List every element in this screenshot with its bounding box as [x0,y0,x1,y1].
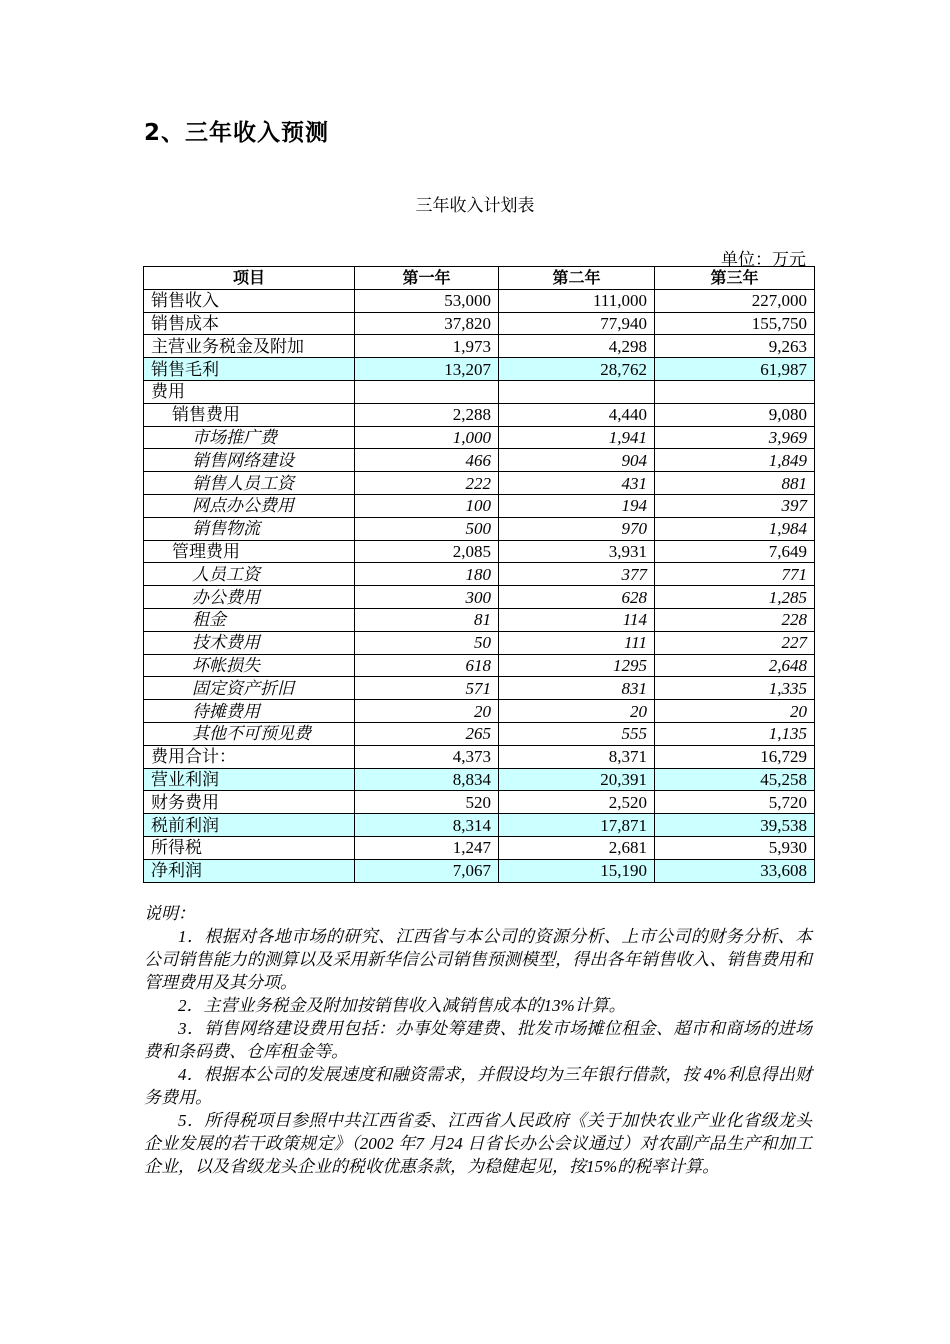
table-row [144,494,815,517]
year-3-value: 16,729 [655,745,815,768]
year-2-value: 20 [499,700,655,723]
year-2-value: 111,000 [499,289,655,312]
year-3-value: 2,648 [655,654,815,677]
year-2-value: 904 [499,449,655,472]
year-1-value: 500 [355,517,499,540]
year-1-value: 37,820 [355,312,499,335]
row-label: 管理费用 [144,540,355,563]
year-3-value: 1,285 [655,586,815,609]
year-3-value: 61,987 [655,358,815,381]
row-label: 费用 [144,380,355,403]
table-row [144,563,815,586]
row-label: 营业利润 [144,768,355,791]
year-3-value: 33,608 [655,859,815,882]
row-label: 主营业务税金及附加 [144,335,355,358]
table-row [144,654,815,677]
year-3-value: 9,263 [655,335,815,358]
row-label: 待摊费用 [144,700,355,723]
year-3-value: 20 [655,700,815,723]
year-2-value: 2,520 [499,791,655,814]
year-3-value: 5,930 [655,836,815,859]
row-label: 销售毛利 [144,358,355,381]
note-item-5: 5．所得税项目参照中共江西省委、江西省人民政府《关于加快农业产业化省级龙头企业发展的若干政策规定》（2002 年7 月24 日省长办公会议通过）对农副产品生产和加工企业，以及省级龙头企业的税收优惠条款，为稳健起见，按15%的税率计算。 [144,1111,812,1176]
table-header-row [144,267,815,290]
year-2-value: 4,440 [499,403,655,426]
year-2-value: 114 [499,608,655,631]
year-1-value: 20 [355,700,499,723]
table-row [144,608,815,631]
table-row [144,631,815,654]
year-2-value: 831 [499,677,655,700]
year-1-value: 8,834 [355,768,499,791]
year-1-value: 520 [355,791,499,814]
year-3-value: 45,258 [655,768,815,791]
table-row [144,791,815,814]
row-label: 所得税 [144,836,355,859]
year-1-value: 2,085 [355,540,499,563]
year-3-value: 39,538 [655,814,815,837]
unit-label: 单位：万元 [721,250,806,269]
year-1-value: 1,973 [355,335,499,358]
table-row [144,380,815,403]
table-row [144,859,815,882]
table-row [144,677,815,700]
header-item: 项目 [144,267,355,290]
year-3-value: 771 [655,563,815,586]
year-1-value: 1,247 [355,836,499,859]
table-row [144,472,815,495]
year-2-value: 628 [499,586,655,609]
year-2-value: 970 [499,517,655,540]
year-2-value [499,380,655,403]
year-2-value: 1,941 [499,426,655,449]
year-1-value: 100 [355,494,499,517]
year-1-value: 222 [355,472,499,495]
table-row [144,586,815,609]
table-row [144,700,815,723]
year-3-value: 227 [655,631,815,654]
year-1-value: 180 [355,563,499,586]
year-3-value: 1,984 [655,517,815,540]
year-1-value: 466 [355,449,499,472]
year-2-value: 377 [499,563,655,586]
year-2-value: 4,298 [499,335,655,358]
year-1-value: 4,373 [355,745,499,768]
year-3-value: 227,000 [655,289,815,312]
year-2-value: 28,762 [499,358,655,381]
table-row [144,358,815,381]
note-item-4: 4．根据本公司的发展速度和融资需求，并假设均为三年银行借款，按 4%利息得出财务费用。 [144,1065,812,1107]
row-label: 费用合计： [144,745,355,768]
header-year-2: 第二年 [499,267,655,290]
section-heading: 2、三年收入预测 [144,120,330,146]
year-2-value: 1295 [499,654,655,677]
year-2-value: 111 [499,631,655,654]
year-1-value: 53,000 [355,289,499,312]
year-1-value: 300 [355,586,499,609]
table-row [144,449,815,472]
year-1-value: 7,067 [355,859,499,882]
row-label: 销售人员工资 [144,472,355,495]
year-1-value: 1,000 [355,426,499,449]
year-3-value: 881 [655,472,815,495]
table-row [144,836,815,859]
table-row [144,540,815,563]
year-1-value: 81 [355,608,499,631]
row-label: 销售成本 [144,312,355,335]
year-1-value: 50 [355,631,499,654]
year-1-value [355,380,499,403]
table-row [144,289,815,312]
year-3-value: 7,649 [655,540,815,563]
header-year-1: 第一年 [355,267,499,290]
table-row [144,426,815,449]
year-2-value: 15,190 [499,859,655,882]
year-2-value: 8,371 [499,745,655,768]
year-2-value: 194 [499,494,655,517]
year-3-value [655,380,815,403]
table-row [144,745,815,768]
header-year-3: 第三年 [655,267,815,290]
table-title: 三年收入计划表 [415,196,535,216]
note-item-3: 3．销售网络建设费用包括：办事处筹建费、批发市场摊位租金、超市和商场的进场费和条码费、仓库租金等。 [144,1019,812,1061]
year-1-value: 2,288 [355,403,499,426]
row-label: 销售网络建设 [144,449,355,472]
year-1-value: 571 [355,677,499,700]
row-label: 网点办公费用 [144,494,355,517]
table-row [144,517,815,540]
notes-section [144,902,812,1178]
row-label: 人员工资 [144,563,355,586]
row-label: 财务费用 [144,791,355,814]
year-1-value: 265 [355,722,499,745]
year-2-value: 77,940 [499,312,655,335]
table-row [144,814,815,837]
table-body [144,289,815,882]
year-1-value: 8,314 [355,814,499,837]
row-label: 办公费用 [144,586,355,609]
year-2-value: 555 [499,722,655,745]
year-2-value: 20,391 [499,768,655,791]
year-1-value: 618 [355,654,499,677]
year-3-value: 1,135 [655,722,815,745]
revenue-plan-table [143,266,815,883]
year-3-value: 9,080 [655,403,815,426]
year-1-value: 13,207 [355,358,499,381]
table-row [144,768,815,791]
year-3-value: 1,335 [655,677,815,700]
year-3-value: 3,969 [655,426,815,449]
row-label: 市场推广费 [144,426,355,449]
year-2-value: 17,871 [499,814,655,837]
notes-title: 说明： [144,904,195,923]
note-item-2: 2．主营业务税金及附加按销售收入减销售成本的13%计算。 [178,996,626,1015]
year-3-value: 5,720 [655,791,815,814]
year-3-value: 397 [655,494,815,517]
row-label: 税前利润 [144,814,355,837]
table-row [144,403,815,426]
row-label: 坏帐损失 [144,654,355,677]
row-label: 固定资产折旧 [144,677,355,700]
year-3-value: 1,849 [655,449,815,472]
row-label: 销售费用 [144,403,355,426]
year-2-value: 2,681 [499,836,655,859]
table-row [144,722,815,745]
table-row [144,312,815,335]
row-label: 其他不可预见费 [144,722,355,745]
year-2-value: 431 [499,472,655,495]
table-row [144,335,815,358]
year-3-value: 228 [655,608,815,631]
year-3-value: 155,750 [655,312,815,335]
year-2-value: 3,931 [499,540,655,563]
row-label: 销售物流 [144,517,355,540]
note-item-1: 1．根据对各地市场的研究、江西省与本公司的资源分析、上市公司的财务分析、本公司销售能力的测算以及采用新华信公司销售预测模型，得出各年销售收入、销售费用和管理费用及其分项。 [144,927,812,992]
row-label: 销售收入 [144,289,355,312]
row-label: 租金 [144,608,355,631]
row-label: 净利润 [144,859,355,882]
row-label: 技术费用 [144,631,355,654]
